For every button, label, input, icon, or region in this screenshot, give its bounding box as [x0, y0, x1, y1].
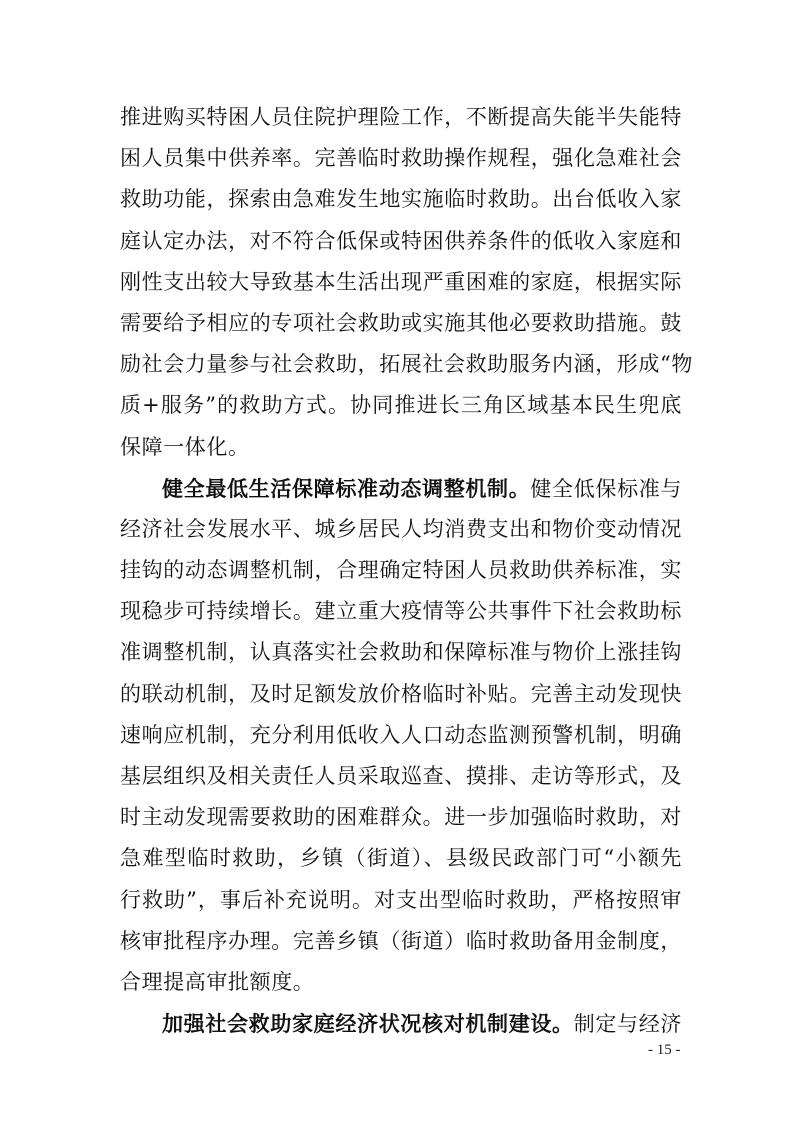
text-line: 质+服务”的救助方式。协同推进长三角区域基本民生兜底	[120, 393, 682, 418]
text-line: 的联动机制，及时足额发放价格临时补贴。完善主动发现快	[120, 681, 682, 706]
text-line: 合理提高审批额度。	[120, 969, 315, 994]
text-line: 推进购买特困人员住院护理险工作，不断提高失能半失能特	[120, 105, 682, 129]
text-line: 庭认定办法，对不符合低保或特困供养条件的低收入家庭和	[120, 228, 682, 253]
text-line: 基层组织及相关责任人员采取巡查、摸排、走访等形式，及	[120, 764, 682, 788]
text-line: 速响应机制，充分利用低收入人口动态监测预警机制，明确	[120, 722, 682, 747]
document-body	[120, 97, 693, 1044]
page-number: - 15 -	[648, 1042, 681, 1058]
text-line: 现稳步可持续增长。建立重大疫情等公共事件下社会救助标	[120, 599, 682, 624]
paragraph-2-heading: 健全最低生活保障标准动态调整机制。	[162, 475, 531, 501]
paragraph-2	[120, 468, 682, 1003]
text-line: 准调整机制，认真落实社会救助和保障标准与物价上涨挂钩	[120, 640, 682, 665]
paragraph-3-first-line	[120, 1003, 682, 1044]
paragraph-2-first-line	[120, 468, 682, 509]
paragraph-3-heading: 加强社会救助家庭经济状况核对机制建设。	[162, 1011, 574, 1037]
text-line: 保障一体化。	[120, 434, 250, 459]
text-line: 挂钩的动态调整机制，合理确定特困人员救助供养标准，实	[120, 558, 682, 583]
text-line: 经济社会发展水平、城乡居民人均消费支出和物价变动情况	[120, 516, 682, 541]
text-line: 行救助”，事后补充说明。对支出型临时救助，严格按照审	[120, 887, 682, 912]
paragraph-3-first-line-rest: 制定与经济	[573, 1012, 682, 1037]
text-line: 刚性支出较大导致基本生活出现严重困难的家庭，根据实际	[120, 269, 682, 294]
paragraph-2-first-line-rest: 健全低保标准与	[530, 476, 683, 501]
paragraph-3	[120, 1003, 682, 1044]
text-line: 核审批程序办理。完善乡镇（街道）临时救助备用金制度，	[120, 928, 682, 953]
text-line: 救助功能，探索由急难发生地实施临时救助。出台低收入家	[120, 187, 682, 212]
paragraph-1	[120, 97, 693, 468]
text-line: 急难型临时救助，乡镇（街道）、县级民政部门可“小额先	[120, 846, 682, 871]
text-line: 困人员集中供养率。完善临时救助操作规程，强化急难社会	[120, 146, 682, 171]
text-line: 励社会力量参与社会救助，拓展社会救助服务内涵，形成“物	[120, 352, 693, 377]
text-line: 需要给予相应的专项社会救助或实施其他必要救助措施。鼓	[120, 310, 682, 335]
text-line: 时主动发现需要救助的困难群众。进一步加强临时救助，对	[120, 805, 682, 830]
